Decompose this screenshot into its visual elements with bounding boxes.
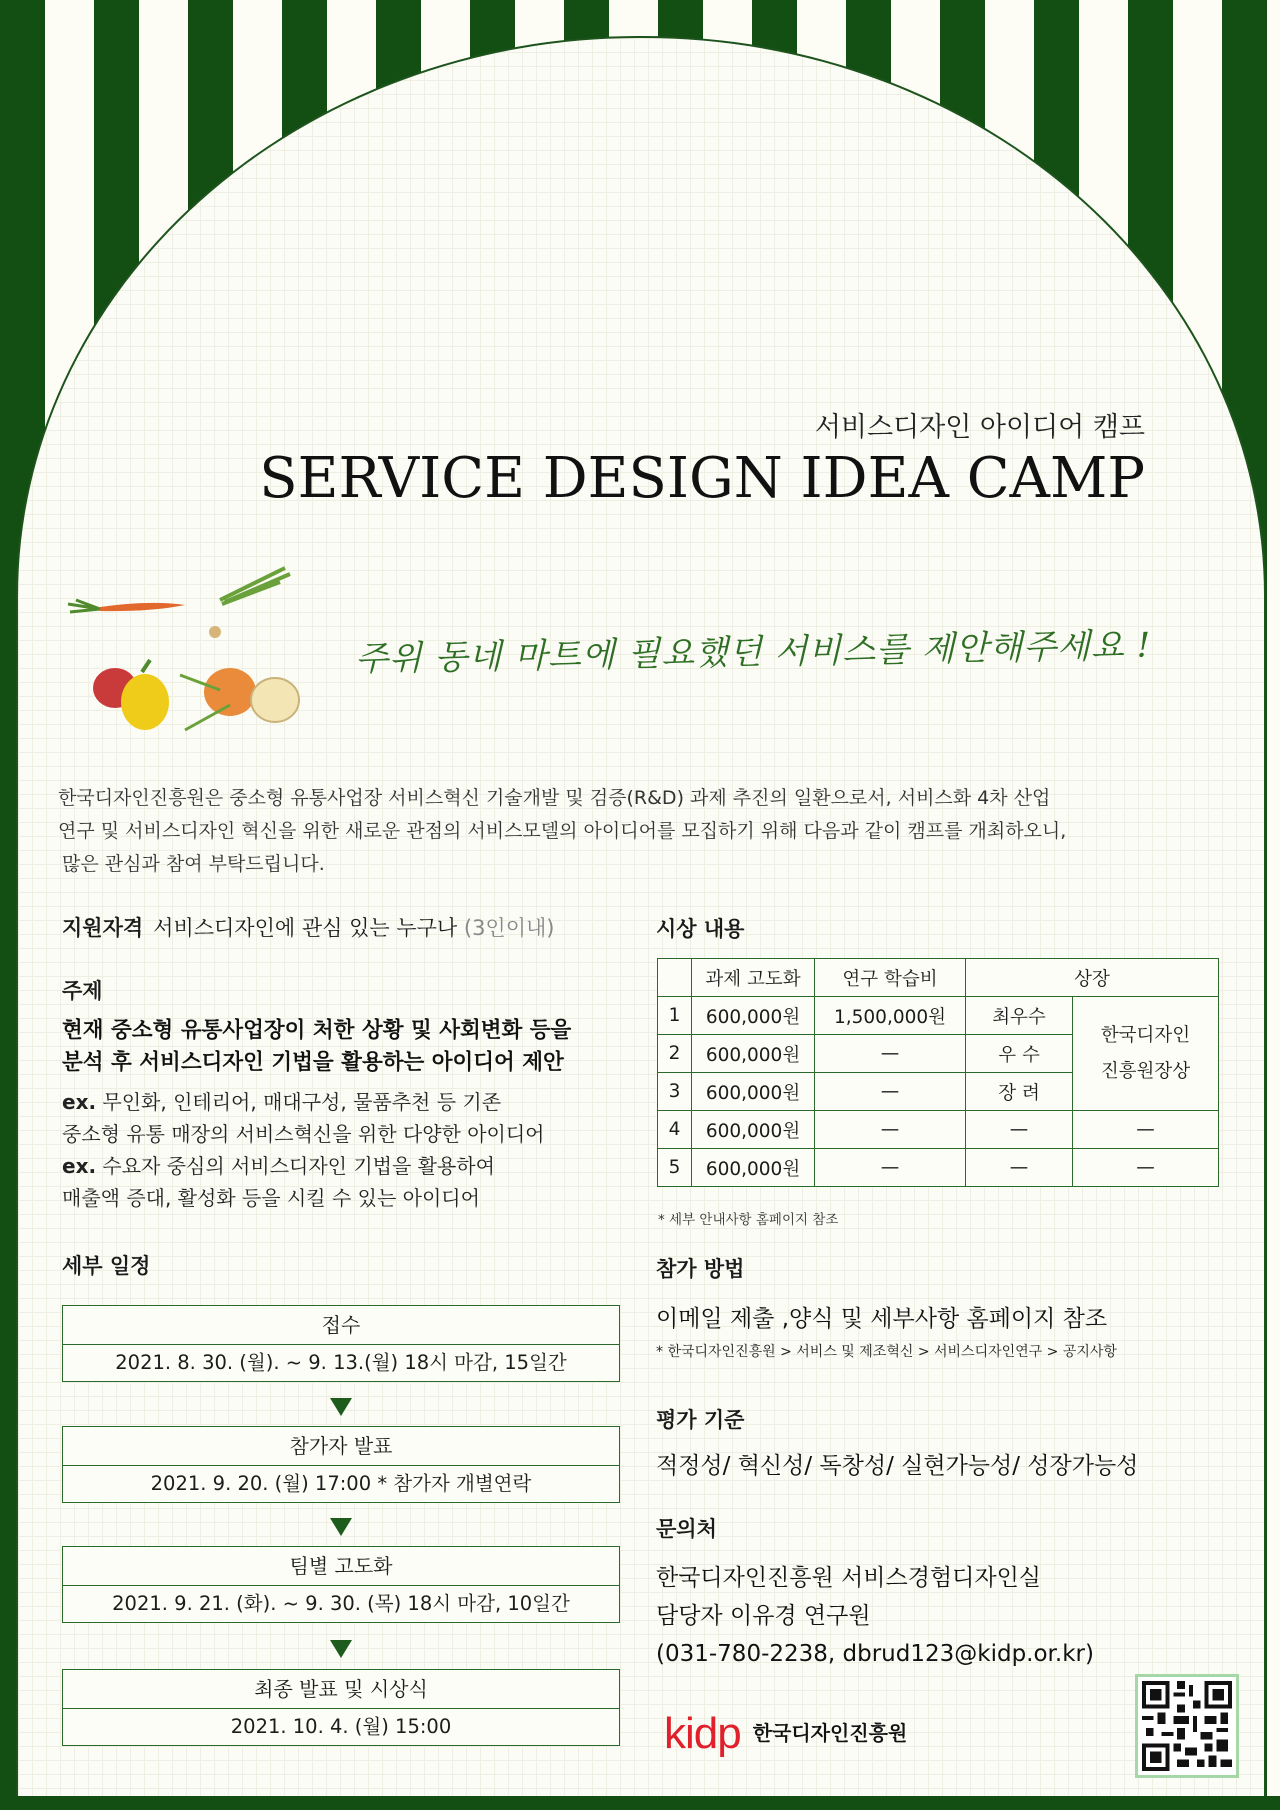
eligibility-label: 지원자격 bbox=[62, 916, 144, 940]
intro-paragraph bbox=[58, 782, 1228, 881]
intro-line: 연구 및 서비스디자인 혁신을 위한 새로운 관점의 서비스모델의 아이디어를 모집하기 위해 다음과 같이 캠프를 개최하오니, bbox=[58, 820, 1067, 842]
onion-icon bbox=[180, 668, 299, 730]
bottom-bar bbox=[0, 1796, 1280, 1810]
intro-line: 많은 관심과 참여 부탁드립니다. bbox=[62, 853, 325, 875]
table-cell: — bbox=[815, 1149, 966, 1187]
contact-line: (031-780-2238, dbrud123@kidp.or.kr) bbox=[656, 1641, 1094, 1667]
method-note: * 한국디자인진흥원 > 서비스 및 제조혁신 > 서비스디자인연구 > 공지사항 bbox=[656, 1344, 1117, 1360]
criteria-label: 평가 기준 bbox=[656, 1408, 745, 1432]
table-row bbox=[658, 1111, 1219, 1149]
table-header-cell: 과제 고도화 bbox=[692, 959, 815, 997]
merged-award-line: 진흥원장상 bbox=[1100, 1060, 1191, 1082]
eligibility-text: 서비스디자인에 관심 있는 누구나 bbox=[153, 916, 458, 940]
schedule-step-2 bbox=[62, 1426, 620, 1503]
step-label: 참가자 발표 bbox=[63, 1427, 619, 1466]
method-label: 참가 방법 bbox=[656, 1257, 745, 1281]
contact-info bbox=[656, 1559, 1094, 1673]
topic-heading-line: 분석 후 서비스디자인 기법을 활용하는 아이디어 제안 bbox=[62, 1050, 564, 1075]
example-text: 무인화, 인테리어, 매대구성, 물품추천 등 기존 bbox=[96, 1090, 502, 1114]
step-date: 2021. 9. 21. (화). ~ 9. 30. (목) 18시 마감, 10일간 bbox=[112, 1592, 570, 1615]
table-cell: 600,000원 bbox=[692, 1073, 815, 1111]
green-onion-icon bbox=[209, 568, 290, 638]
down-arrow-icon bbox=[330, 1640, 352, 1658]
table-cell: 600,000원 bbox=[692, 997, 815, 1035]
table-cell: 1,500,000원 bbox=[815, 997, 966, 1035]
step-date: 2021. 8. 30. (월). ~ 9. 13.(월) 18시 마감, 15일간 bbox=[115, 1351, 567, 1374]
logo-name: 한국디자인진흥원 bbox=[752, 1721, 908, 1745]
merged-award-cell bbox=[1073, 997, 1219, 1111]
down-arrow-icon bbox=[330, 1518, 352, 1536]
table-cell: — bbox=[966, 1111, 1073, 1149]
contact-label: 문의처 bbox=[656, 1517, 717, 1541]
table-header-cell: 상장 bbox=[966, 959, 1219, 997]
table-cell: 최우수 bbox=[966, 997, 1073, 1035]
step-date: 2021. 9. 20. (월) 17:00 * 참가자 개별연락 bbox=[150, 1472, 532, 1495]
topic-label: 주제 bbox=[62, 979, 103, 1003]
subtitle-korean: 서비스디자인 아이디어 캠프 bbox=[814, 412, 1145, 443]
ex-prefix: ex. bbox=[62, 1090, 97, 1114]
table-cell: — bbox=[815, 1035, 966, 1073]
step-label: 접수 bbox=[63, 1306, 619, 1345]
ex-prefix: ex. bbox=[62, 1154, 97, 1178]
eligibility bbox=[62, 912, 554, 942]
table-cell: 장 려 bbox=[966, 1073, 1073, 1111]
carrot-icon bbox=[68, 600, 185, 612]
example-text: 중소형 유통 매장의 서비스혁신을 위한 다양한 아이디어 bbox=[62, 1122, 545, 1146]
bell-pepper-icon bbox=[93, 660, 169, 730]
table-header-cell: 연구 학습비 bbox=[815, 959, 966, 997]
topic-heading-line: 현재 중소형 유통사업장이 처한 상황 및 사회변화 등을 bbox=[62, 1018, 572, 1043]
rank-cell: 2 bbox=[658, 1035, 692, 1073]
criteria-text: 적정성/ 혁신성/ 독창성/ 실현가능성/ 성장가능성 bbox=[656, 1453, 1139, 1479]
example-2 bbox=[62, 1150, 632, 1182]
schedule-step-3 bbox=[62, 1546, 620, 1623]
table-cell: 600,000원 bbox=[692, 1035, 815, 1073]
method-text: 이메일 제출 ,양식 및 세부사항 홈페이지 참조 bbox=[656, 1306, 1108, 1332]
tagline: 주위 동네 마트에 필요했던 서비스를 제안해주세요 ! bbox=[354, 625, 1152, 680]
down-arrow-icon bbox=[330, 1398, 352, 1416]
topic-examples bbox=[62, 1086, 632, 1214]
table-cell: — bbox=[815, 1111, 966, 1149]
main-title: SERVICE DESIGN IDEA CAMP bbox=[259, 446, 1145, 511]
contact-line: 한국디자인진흥원 서비스경험디자인실 bbox=[656, 1565, 1042, 1591]
contact-line: 담당자 이유경 연구원 bbox=[656, 1603, 871, 1629]
rank-cell: 4 bbox=[658, 1111, 692, 1149]
rank-cell: 3 bbox=[658, 1073, 692, 1111]
qr-code-icon[interactable] bbox=[1135, 1674, 1239, 1778]
eligibility-note: (3인이내) bbox=[463, 916, 555, 940]
vegetables-illustration bbox=[60, 560, 310, 740]
table-row bbox=[658, 997, 1219, 1035]
merged-award-line: 한국디자인 bbox=[1100, 1024, 1191, 1046]
awards-label: 시상 내용 bbox=[656, 917, 745, 941]
topic-heading bbox=[62, 1015, 632, 1079]
table-cell: — bbox=[815, 1073, 966, 1111]
step-label: 최종 발표 및 시상식 bbox=[63, 1670, 619, 1709]
table-cell: 우 수 bbox=[966, 1035, 1073, 1073]
step-date: 2021. 10. 4. (월) 15:00 bbox=[230, 1715, 452, 1738]
schedule-step-1 bbox=[62, 1305, 620, 1382]
schedule-label: 세부 일정 bbox=[62, 1254, 151, 1278]
logo-mark: kidp bbox=[664, 1709, 741, 1758]
example-text: 매출액 증대, 활성화 등을 시킬 수 있는 아이디어 bbox=[62, 1186, 480, 1210]
intro-line: 한국디자인진흥원은 중소형 유통사업장 서비스혁신 기술개발 및 검증(R&D) 과제 추진의 일환으로서, 서비스화 4차 산업 bbox=[58, 787, 1051, 809]
example-text: 수요자 중심의 서비스디자인 기법을 활용하여 bbox=[96, 1154, 495, 1178]
table-cell: 600,000원 bbox=[692, 1149, 815, 1187]
table-cell: — bbox=[1073, 1149, 1219, 1187]
table-header-cell bbox=[658, 959, 692, 997]
table-cell: — bbox=[966, 1149, 1073, 1187]
table-header-row bbox=[658, 959, 1219, 997]
kidp-logo bbox=[664, 1709, 908, 1758]
table-cell: 600,000원 bbox=[692, 1111, 815, 1149]
step-label: 팀별 고도화 bbox=[63, 1547, 619, 1586]
example-1 bbox=[62, 1086, 632, 1118]
awards-table bbox=[657, 958, 1219, 1187]
table-row bbox=[658, 1149, 1219, 1187]
rank-cell: 5 bbox=[658, 1149, 692, 1187]
schedule-step-4 bbox=[62, 1669, 620, 1746]
awards-note: * 세부 안내사항 홈페이지 참조 bbox=[658, 1212, 839, 1228]
rank-cell: 1 bbox=[658, 997, 692, 1035]
table-cell: — bbox=[1073, 1111, 1219, 1149]
